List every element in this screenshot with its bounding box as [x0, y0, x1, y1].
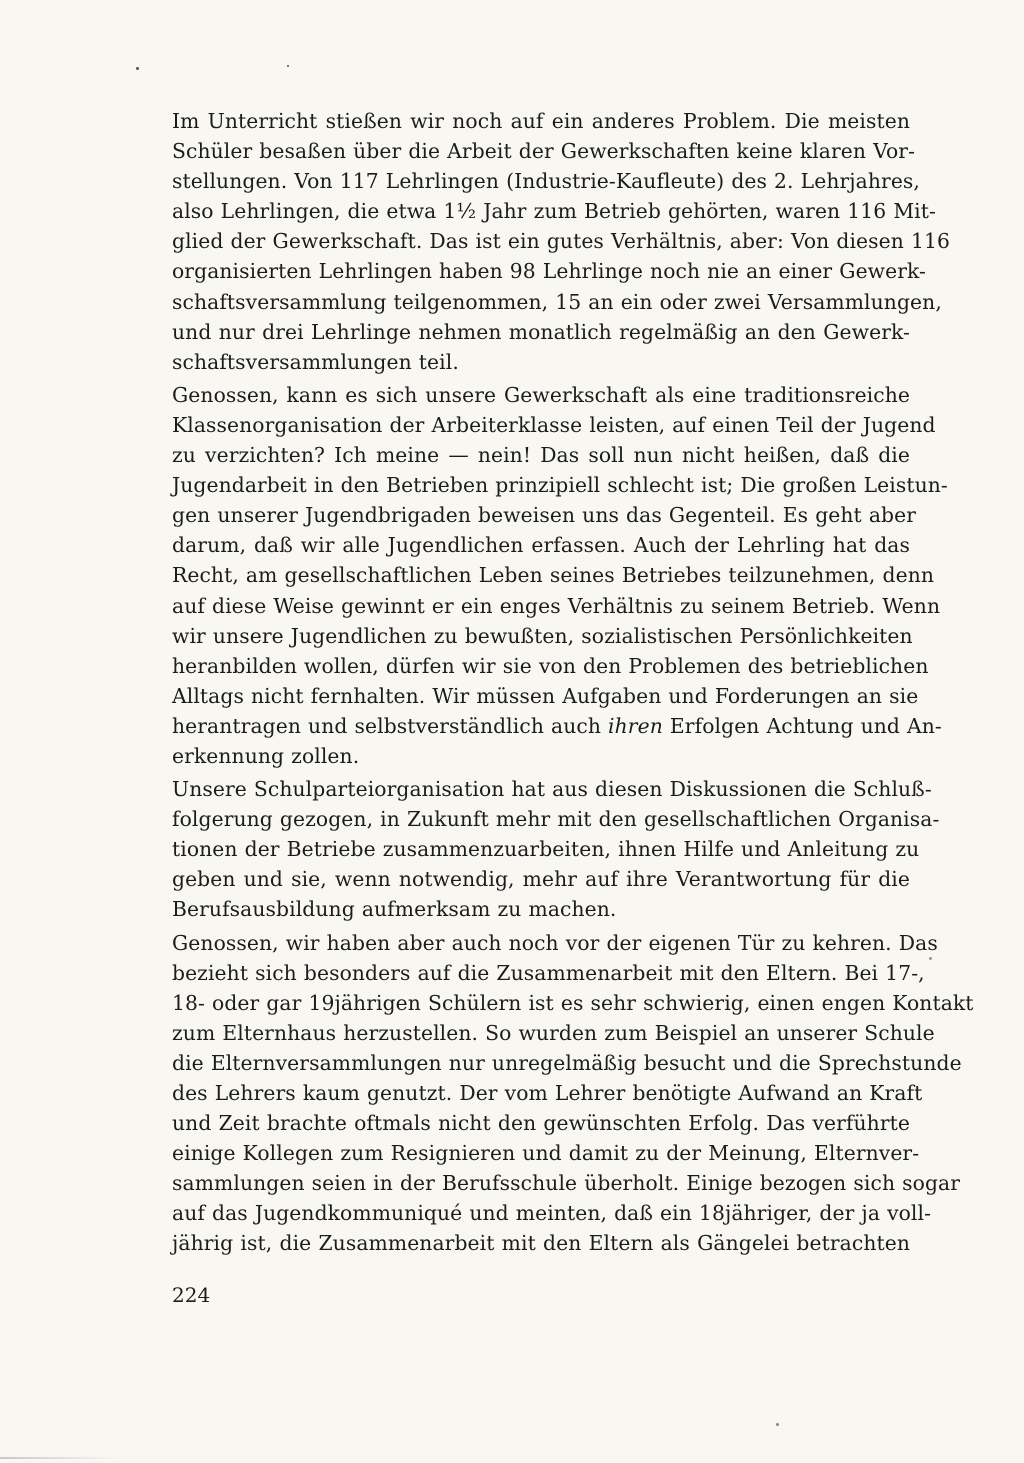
- text-line: und Zeit brachte oftmals nicht den gewünschten Erfolg. Das verführte: [172, 1111, 910, 1136]
- text-line: organisierten Lehrlingen haben 98 Lehrlinge noch nie an einer Gewerk-: [172, 259, 927, 284]
- text-line: jährig ist, die Zusammenarbeit mit den Eltern als Gängelei betrachten: [172, 1231, 910, 1256]
- text-line: die Elternversammlungen nur unregelmäßig besucht und die Sprechstunde: [172, 1050, 962, 1075]
- text-line: Unsere Schulparteiorganisation hat aus diesen Diskussionen die Schluß-: [172, 777, 932, 802]
- paragraph: [172, 106, 950, 377]
- text-line: Jugendarbeit in den Betrieben prinzipiell schlecht ist; Die großen Leistun-: [172, 473, 948, 498]
- text-line: Alltags nicht fernhalten. Wir müssen Aufgaben und Forderungen an sie: [172, 683, 919, 708]
- paragraph: [172, 380, 948, 771]
- text-line: Berufsausbildung aufmerksam zu machen.: [172, 897, 617, 922]
- text-line: Schüler besaßen über die Arbeit der Gewerkschaften keine klaren Vor-: [172, 139, 916, 164]
- text-line: geben und sie, wenn notwendig, mehr auf ihre Verantwortung für die: [172, 867, 910, 892]
- text-line: gen unserer Jugendbrigaden beweisen uns das Gegenteil. Es geht aber: [172, 503, 917, 528]
- text-line: Genossen, wir haben aber auch noch vor der eigenen Tür zu kehren. Das: [172, 930, 938, 955]
- text-line: glied der Gewerkschaft. Das ist ein gutes Verhältnis, aber: Von diesen 116: [172, 229, 950, 254]
- paragraph: [172, 928, 974, 1259]
- text-line: Klassenorganisation der Arbeiterklasse leisten, auf einen Teil der Jugend: [172, 412, 936, 437]
- text-line: 18- oder gar 19jährigen Schülern ist es sehr schwierig, einen engen Kontakt: [172, 990, 974, 1015]
- scan-edge-mark: [0, 1457, 120, 1459]
- text-line: zum Elternhaus herzustellen. So wurden zum Beispiel an unserer Schule: [172, 1020, 935, 1045]
- text-line: Recht, am gesellschaftlichen Leben seines Betriebes teilzunehmen, denn: [172, 563, 935, 588]
- ink-speck: [136, 67, 139, 70]
- text-line: des Lehrers kaum genutzt. Der vom Lehrer benötigte Aufwand an Kraft: [172, 1081, 923, 1105]
- text-line: zu verzichten? Ich meine — nein! Das soll nun nicht heißen, daß die: [172, 443, 910, 468]
- text-line: auf das Jugendkommuniqué und meinten, daß ein 18jähriger, der ja voll-: [172, 1201, 932, 1226]
- ink-speck: [287, 65, 289, 67]
- text-line: schaftsversammlung teilgenommen, 15 an ein oder zwei Versammlungen,: [172, 289, 942, 314]
- text-line: folgerung gezogen, in Zukunft mehr mit den gesellschaftlichen Organisa-: [172, 807, 940, 832]
- text-line: Im Unterricht stießen wir noch auf ein anderes Problem. Die meisten: [172, 109, 910, 133]
- text-line: Genossen, kann es sich unsere Gewerkschaft als eine traditionsreiche: [172, 382, 910, 407]
- text-line: schaftsversammlungen teil.: [172, 349, 459, 374]
- body-text: [172, 106, 974, 1259]
- page-number: 224: [172, 1283, 211, 1307]
- paragraph: [172, 774, 940, 924]
- text-line: und nur drei Lehrlinge nehmen monatlich regelmäßig an den Gewerk-: [172, 319, 910, 344]
- ink-speck: [776, 1423, 779, 1426]
- text-line: heranbilden wollen, dürfen wir sie von den Problemen des betrieblichen: [172, 653, 929, 678]
- text-line: einige Kollegen zum Resignieren und damit zu der Meinung, Elternver-: [172, 1141, 920, 1166]
- text-line: tionen der Betriebe zusammenzuarbeiten, ihnen Hilfe und Anleitung zu: [172, 837, 920, 862]
- text-line: stellungen. Von 117 Lehrlingen (Industrie-Kaufleute) des 2. Lehrjahres,: [172, 169, 920, 194]
- text-line: herantragen und selbstverständlich auch ihren Erfolgen Achtung und An-: [172, 713, 942, 738]
- emphasized-word: ihren: [608, 713, 663, 738]
- text-line: erkennung zollen.: [172, 743, 360, 768]
- text-line: sammlungen seien in der Berufsschule überholt. Einige bezogen sich sogar: [172, 1171, 961, 1196]
- text-line: auf diese Weise gewinnt er ein enges Verhältnis zu seinem Betrieb. Wenn: [172, 593, 941, 618]
- text-line: bezieht sich besonders auf die Zusammenarbeit mit den Eltern. Bei 17-,: [172, 960, 925, 985]
- text-line: wir unsere Jugendlichen zu bewußten, sozialistischen Persönlichkeiten: [172, 623, 913, 648]
- text-line: also Lehrlingen, die etwa 1½ Jahr zum Betrieb gehörten, waren 116 Mit-: [172, 199, 936, 224]
- text-line: darum, daß wir alle Jugendlichen erfassen. Auch der Lehrling hat das: [172, 533, 910, 558]
- ink-speck: [929, 957, 932, 960]
